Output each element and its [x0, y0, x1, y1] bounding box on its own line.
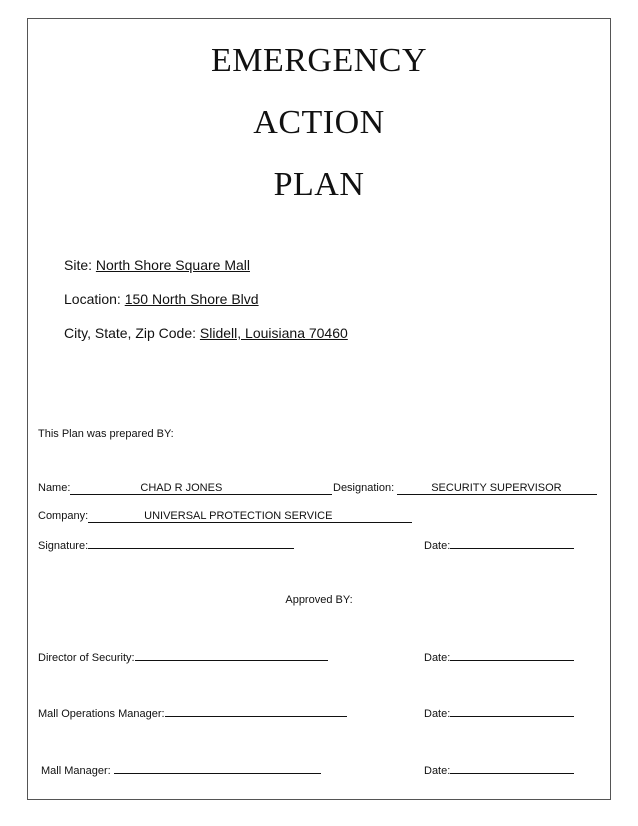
- company-label: Company:: [38, 510, 89, 522]
- location-value: 150 North Shore Blvd: [124, 291, 259, 307]
- ops-manager-row: [38, 706, 347, 720]
- city-value: Slidell, Louisiana 70460: [199, 325, 348, 341]
- ops-manager-label: Mall Operations Manager:: [38, 708, 165, 720]
- director-date-label: Date:: [424, 652, 451, 664]
- name-value: CHAD R JONES: [140, 482, 223, 494]
- mall-manager-row: [41, 763, 321, 777]
- city-row: [64, 325, 348, 341]
- approved-heading: Approved BY:: [285, 594, 353, 606]
- signature-field[interactable]: [88, 538, 294, 549]
- director-label: Director of Security:: [38, 652, 135, 664]
- company-value: UNIVERSAL PROTECTION SERVICE: [144, 510, 333, 522]
- mall-manager-label: Mall Manager:: [41, 765, 111, 777]
- title-line-2: ACTION: [253, 104, 385, 141]
- director-signature-field[interactable]: [135, 650, 328, 661]
- city-label: City, State, Zip Code:: [64, 325, 197, 341]
- designation-row: [333, 482, 597, 495]
- prepared-heading: This Plan was prepared BY:: [38, 428, 174, 440]
- designation-value: SECURITY SUPERVISOR: [431, 482, 562, 494]
- mall-manager-date-label: Date:: [424, 765, 451, 777]
- name-field[interactable]: [70, 482, 332, 495]
- location-row: [64, 291, 259, 307]
- signature-row: [38, 538, 294, 552]
- company-row: [38, 510, 412, 523]
- prepared-date-row: [424, 538, 574, 552]
- director-date-field[interactable]: [450, 650, 574, 661]
- ops-manager-date-row: [424, 706, 574, 720]
- mall-manager-signature-field[interactable]: [114, 763, 321, 774]
- ops-manager-signature-field[interactable]: [165, 706, 347, 717]
- site-row: [64, 257, 250, 273]
- company-field[interactable]: [88, 510, 412, 523]
- ops-manager-date-label: Date:: [424, 708, 451, 720]
- prepared-date-label: Date:: [424, 540, 451, 552]
- director-row: [38, 650, 328, 664]
- ops-manager-date-field[interactable]: [450, 706, 574, 717]
- location-label: Location:: [64, 291, 121, 307]
- title-line-1: EMERGENCY: [210, 42, 428, 79]
- prepared-date-field[interactable]: [450, 538, 574, 549]
- mall-manager-date-field[interactable]: [450, 763, 574, 774]
- signature-label: Signature:: [38, 540, 89, 552]
- director-date-row: [424, 650, 574, 664]
- mall-manager-date-row: [424, 763, 574, 777]
- name-label: Name:: [38, 482, 71, 494]
- designation-label: Designation:: [333, 482, 395, 494]
- site-label: Site:: [64, 257, 93, 273]
- title-line-3: PLAN: [273, 166, 365, 203]
- name-row: [38, 482, 332, 495]
- site-value: North Shore Square Mall: [95, 257, 250, 273]
- designation-field[interactable]: [397, 482, 596, 495]
